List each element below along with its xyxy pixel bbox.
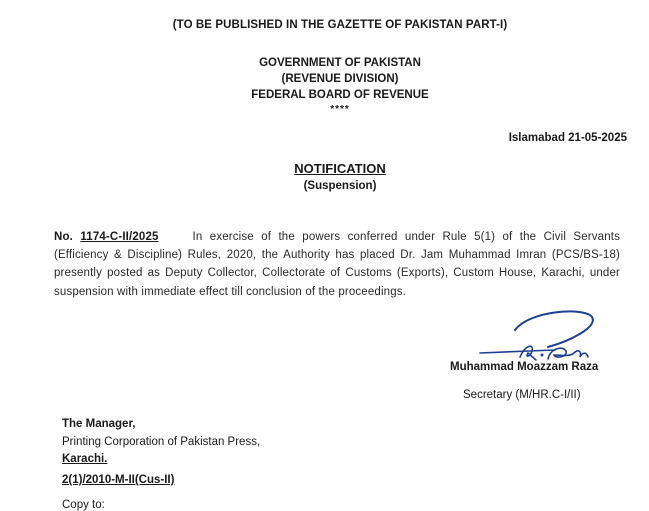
issuing-authority (0, 55, 649, 119)
addressee-line-3: Karachi. (62, 453, 108, 465)
signature-stroke-2 (520, 346, 536, 360)
separator-stars: **** (330, 104, 350, 115)
division-heading: (REVENUE DIVISION) (281, 73, 399, 85)
government-heading: GOVERNMENT OF PAKISTAN (259, 57, 421, 69)
signature-loop (515, 311, 593, 347)
addressee-block (62, 416, 260, 469)
board-heading: FEDERAL BOARD OF REVENUE (251, 89, 429, 101)
signature-dot (541, 354, 544, 357)
gazette-note: (TO BE PUBLISHED IN THE GAZETTE OF PAKISTAN PART-I) (172, 19, 508, 31)
notification-subtitle: (Suspension) (303, 180, 377, 192)
body-text: In exercise of the powers conferred under Rule 5(1) of the Civil Servants (Efficiency & Discipline) Rules, 2020, the Authority has placed Dr. Jam Muhammad Imran (PCS/BS-18) presently posted as Deputy Collector, Collectorate of Customs (Exports), Custom House, Karachi, under suspension with immediate effect till conclusion of the proceedings. (54, 231, 620, 298)
signatory-name: Muhammad Moazzam Raza (450, 361, 599, 373)
copy-to-label: Copy to: (62, 499, 105, 511)
reference-number: 1174-C-II/2025 (80, 231, 159, 243)
notification-title: NOTIFICATION (294, 161, 386, 176)
place-date: Islamabad 21-05-2025 (508, 132, 627, 144)
reference-prefix: No. (54, 231, 81, 243)
signature-stroke-1 (480, 350, 555, 353)
notification-body (54, 228, 620, 301)
signatory-designation: Secretary (M/HR.C-I/II) (463, 389, 581, 401)
addressee-line-2: Printing Corporation of Pakistan Press, (62, 435, 261, 448)
addressee-line-1: The Manager, (62, 418, 136, 430)
signature-stroke-3 (548, 348, 588, 359)
file-reference: 2(1)/2010-M-II(Cus-II) (62, 474, 175, 486)
